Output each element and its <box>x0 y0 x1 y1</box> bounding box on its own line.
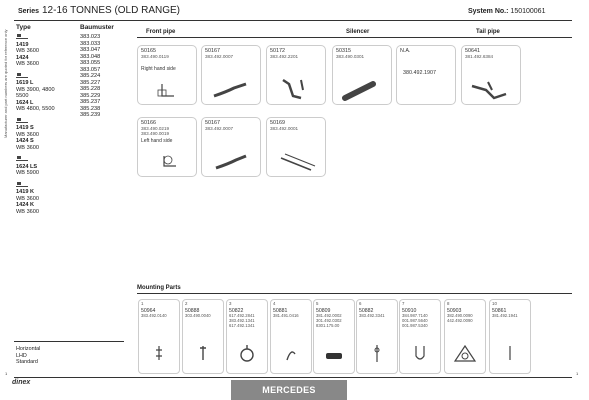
truck-icon <box>16 73 28 78</box>
type-column-header: Type <box>16 24 31 31</box>
series-label: Series <box>18 8 40 15</box>
bent-pipe-icon <box>206 148 256 174</box>
type-group-4: 1624 LS WB 5900 <box>16 156 78 177</box>
part-card-50167[interactable]: 50167 383.492.0007 <box>201 45 261 105</box>
mount-card-50881[interactable]: 4 50881 381.491.0416 <box>270 299 312 374</box>
group-rule <box>137 37 572 38</box>
page-number-left: 1 <box>5 371 8 376</box>
mount-card-50964[interactable]: 1 50964 383.492.0140 <box>138 299 180 374</box>
baumuster-column-header: Baumuster <box>80 24 114 31</box>
page-number-right: 1 <box>576 371 579 376</box>
group-tail-pipe: Tail pipe <box>476 29 500 35</box>
flange-icon <box>453 344 479 364</box>
mount-card-50861[interactable]: 10 50861 381.492.1941 <box>489 299 531 374</box>
strap-icon <box>279 344 305 364</box>
truck-icon <box>16 182 28 187</box>
long-pipe-icon <box>271 148 321 174</box>
mounting-title: Mounting Parts <box>137 285 181 291</box>
mount-card-50888[interactable]: 2 50888 303.490.0040 <box>182 299 224 374</box>
type-group-2: 1619 L WB 3900, 4800 5500 1624 L WB 4800, 5500 <box>16 73 78 113</box>
bolt-icon <box>191 344 217 364</box>
baumuster-list: 383.023 383.033 383.047 383.048 383.055 383.057 385.224 385.227 385.228 385.229 385.237 385.238 385.239 <box>80 34 101 118</box>
part-card-50315[interactable]: 50315 383.490.0301 <box>332 45 392 105</box>
pipe-assembly-icon <box>271 76 321 102</box>
part-card-50172[interactable]: 50172 383.492.2201 <box>266 45 326 105</box>
part-card-50167-b[interactable]: 50167 383.492.0007 <box>201 117 261 177</box>
side-note: Manufacturer and part numbers are quoted for reference only <box>3 29 8 138</box>
clamp-icon <box>147 344 173 364</box>
part-card-50641[interactable]: 50641 381.492.6384 <box>461 45 521 105</box>
tail-pipe-icon <box>466 76 516 102</box>
bracket-pipe-icon <box>142 76 192 102</box>
type-group-5: 1419 K WB 3600 1424 K WB 3600 <box>16 182 78 216</box>
group-silencer: Silencer <box>346 29 370 35</box>
silencer-icon <box>337 76 387 102</box>
rod-icon <box>365 344 391 364</box>
pin-icon <box>498 344 524 364</box>
bent-pipe-icon <box>206 76 256 102</box>
system-number: System No.: 150100061 <box>468 8 546 15</box>
group-front-pipe: Front pipe <box>146 29 176 35</box>
legend: Horizontal LHD Standard <box>16 346 41 365</box>
type-group-1: 1419 WB 3600 1424 WB 3600 <box>16 34 78 68</box>
mount-card-50903[interactable]: 8 50903 382.490.0090 442.492.0090 <box>444 299 486 374</box>
footer-rule <box>14 377 572 378</box>
bracket-pipe-icon <box>142 148 192 174</box>
hanger-icon <box>235 344 261 364</box>
gasket-icon <box>322 344 348 364</box>
part-card-50165[interactable]: 50165 383.490.0119 Right hand side <box>137 45 197 105</box>
type-list <box>16 34 78 215</box>
truck-icon <box>16 156 28 161</box>
mount-card-50910[interactable]: 7 50910 384.987.7140 001.987.5640 001.987.5340 <box>399 299 441 374</box>
type-group-3: 1419 S WB 3600 1424 S WB 3600 <box>16 118 78 152</box>
header-rule <box>14 20 572 21</box>
mounting-rule <box>137 293 572 294</box>
part-card-na[interactable]: N.A. 380.492.1907 <box>396 45 456 105</box>
truck-icon <box>16 34 28 39</box>
mount-card-50882[interactable]: 6 50882 383.492.3341 <box>356 299 398 374</box>
mount-card-50809[interactable]: 5 50809 381.492.0002 301.492.0302 8301.175.00 <box>313 299 355 374</box>
part-card-50166[interactable]: 50166 383.490.0219 383.490.0019 Left hand side <box>137 117 197 177</box>
dinex-logo: dinex <box>12 379 31 386</box>
part-card-50169[interactable]: 50169 383.492.0001 <box>266 117 326 177</box>
mount-card-50822[interactable]: 3 50822 617.492.2841 383.492.1341 617.492.1341 <box>226 299 268 374</box>
brand-banner: MERCEDES <box>231 380 347 400</box>
u-bolt-icon <box>408 344 434 364</box>
truck-icon <box>16 118 28 123</box>
page-title: 12-16 TONNES (OLD RANGE) <box>42 5 181 16</box>
legend-rule <box>14 341 124 342</box>
